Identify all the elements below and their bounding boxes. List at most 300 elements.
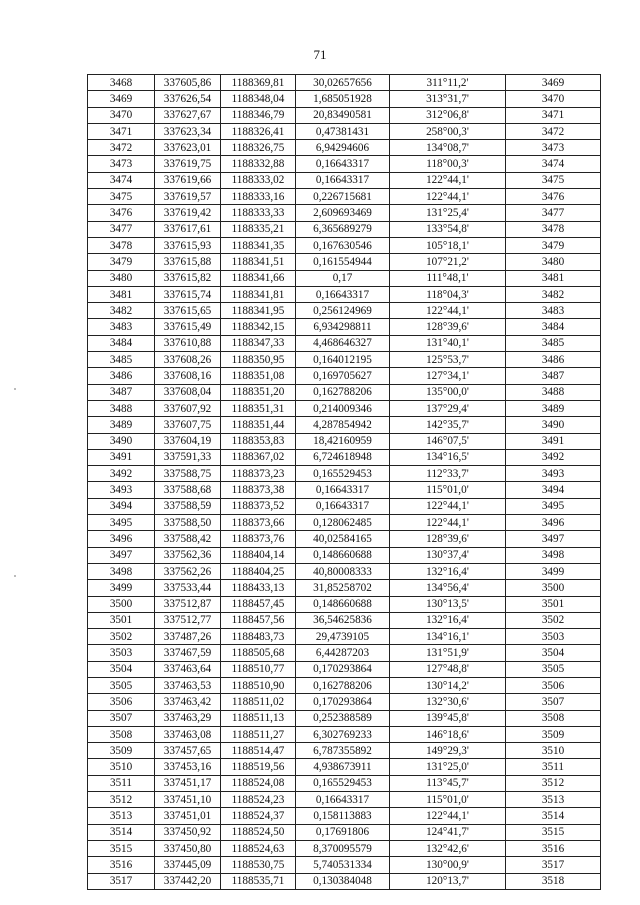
point-number-cell: 3505 xyxy=(88,677,155,693)
bearing-cell: 134°56,4' xyxy=(390,580,506,596)
x-coordinate-cell: 337533,44 xyxy=(155,580,221,596)
next-point-number-cell: 3484 xyxy=(506,319,601,335)
table-row xyxy=(88,352,601,368)
y-coordinate-cell: 1188326,41 xyxy=(221,123,296,139)
distance-cell: 0,17691806 xyxy=(296,824,390,840)
bearing-cell: 258°00,3' xyxy=(390,123,506,139)
point-number-cell: 3489 xyxy=(88,417,155,433)
next-point-number-cell: 3515 xyxy=(506,824,601,840)
distance-cell: 0,162788206 xyxy=(296,677,390,693)
table-row xyxy=(88,726,601,742)
next-point-number-cell: 3473 xyxy=(506,140,601,156)
x-coordinate-cell: 337604,19 xyxy=(155,433,221,449)
distance-cell: 30,02657656 xyxy=(296,75,390,91)
bearing-cell: 122°44,1' xyxy=(390,515,506,531)
x-coordinate-cell: 337562,36 xyxy=(155,547,221,563)
point-number-cell: 3487 xyxy=(88,384,155,400)
x-coordinate-cell: 337607,75 xyxy=(155,417,221,433)
distance-cell: 18,42160959 xyxy=(296,433,390,449)
next-point-number-cell: 3508 xyxy=(506,710,601,726)
table-row xyxy=(88,286,601,302)
table-row xyxy=(88,694,601,710)
next-point-number-cell: 3477 xyxy=(506,205,601,221)
y-coordinate-cell: 1188347,33 xyxy=(221,335,296,351)
bearing-cell: 130°37,4' xyxy=(390,547,506,563)
distance-cell: 0,226715681 xyxy=(296,189,390,205)
x-coordinate-cell: 337463,64 xyxy=(155,661,221,677)
table-row xyxy=(88,172,601,188)
point-number-cell: 3504 xyxy=(88,661,155,677)
distance-cell: 40,02584165 xyxy=(296,531,390,547)
table-row xyxy=(88,189,601,205)
distance-cell: 6,94294606 xyxy=(296,140,390,156)
x-coordinate-cell: 337619,75 xyxy=(155,156,221,172)
x-coordinate-cell: 337615,74 xyxy=(155,286,221,302)
point-number-cell: 3495 xyxy=(88,515,155,531)
y-coordinate-cell: 1188511,13 xyxy=(221,710,296,726)
distance-cell: 0,167630546 xyxy=(296,237,390,253)
bearing-cell: 118°00,3' xyxy=(390,156,506,172)
bearing-cell: 146°18,6' xyxy=(390,726,506,742)
x-coordinate-cell: 337487,26 xyxy=(155,629,221,645)
next-point-number-cell: 3480 xyxy=(506,254,601,270)
bearing-cell: 131°25,4' xyxy=(390,205,506,221)
point-number-cell: 3499 xyxy=(88,580,155,596)
next-point-number-cell: 3475 xyxy=(506,172,601,188)
page-number: 71 xyxy=(313,47,327,62)
bearing-cell: 118°04,3' xyxy=(390,286,506,302)
point-number-cell: 3485 xyxy=(88,352,155,368)
distance-cell: 0,16643317 xyxy=(296,156,390,172)
point-number-cell: 3469 xyxy=(88,91,155,107)
table-row xyxy=(88,547,601,563)
table-row xyxy=(88,580,601,596)
y-coordinate-cell: 1188351,44 xyxy=(221,417,296,433)
x-coordinate-cell: 337450,92 xyxy=(155,824,221,840)
bearing-cell: 134°08,7' xyxy=(390,140,506,156)
y-coordinate-cell: 1188404,14 xyxy=(221,547,296,563)
next-point-number-cell: 3470 xyxy=(506,91,601,107)
x-coordinate-cell: 337610,88 xyxy=(155,335,221,351)
bearing-cell: 130°13,5' xyxy=(390,596,506,612)
distance-cell: 0,170293864 xyxy=(296,694,390,710)
distance-cell: 0,47381431 xyxy=(296,123,390,139)
table-row xyxy=(88,645,601,661)
bearing-cell: 137°29,4' xyxy=(390,400,506,416)
y-coordinate-cell: 1188524,23 xyxy=(221,792,296,808)
y-coordinate-cell: 1188524,63 xyxy=(221,840,296,856)
distance-cell: 1,685051928 xyxy=(296,91,390,107)
distance-cell: 0,148660688 xyxy=(296,547,390,563)
point-number-cell: 3491 xyxy=(88,449,155,465)
distance-cell: 4,468646327 xyxy=(296,335,390,351)
table-row xyxy=(88,400,601,416)
distance-cell: 0,214009346 xyxy=(296,400,390,416)
table-row xyxy=(88,840,601,856)
point-number-cell: 3508 xyxy=(88,726,155,742)
point-number-cell: 3478 xyxy=(88,237,155,253)
table-row xyxy=(88,140,601,156)
distance-cell: 0,148660688 xyxy=(296,596,390,612)
distance-cell: 6,44287203 xyxy=(296,645,390,661)
y-coordinate-cell: 1188524,08 xyxy=(221,775,296,791)
next-point-number-cell: 3469 xyxy=(506,75,601,91)
point-number-cell: 3517 xyxy=(88,873,155,889)
table-row xyxy=(88,808,601,824)
y-coordinate-cell: 1188353,83 xyxy=(221,433,296,449)
y-coordinate-cell: 1188351,20 xyxy=(221,384,296,400)
point-number-cell: 3494 xyxy=(88,498,155,514)
bearing-cell: 131°40,1' xyxy=(390,335,506,351)
y-coordinate-cell: 1188341,66 xyxy=(221,270,296,286)
next-point-number-cell: 3501 xyxy=(506,596,601,612)
bearing-cell: 122°44,1' xyxy=(390,498,506,514)
next-point-number-cell: 3498 xyxy=(506,547,601,563)
distance-cell: 0,16643317 xyxy=(296,482,390,498)
y-coordinate-cell: 1188373,38 xyxy=(221,482,296,498)
next-point-number-cell: 3506 xyxy=(506,677,601,693)
next-point-number-cell: 3478 xyxy=(506,221,601,237)
x-coordinate-cell: 337512,87 xyxy=(155,596,221,612)
point-number-cell: 3498 xyxy=(88,563,155,579)
y-coordinate-cell: 1188514,47 xyxy=(221,743,296,759)
bearing-cell: 149°29,3' xyxy=(390,743,506,759)
bearing-cell: 131°25,0' xyxy=(390,759,506,775)
y-coordinate-cell: 1188519,56 xyxy=(221,759,296,775)
x-coordinate-cell: 337623,01 xyxy=(155,140,221,156)
table-row xyxy=(88,661,601,677)
distance-cell: 6,302769233 xyxy=(296,726,390,742)
table-row xyxy=(88,221,601,237)
bearing-cell: 115°01,0' xyxy=(390,792,506,808)
next-point-number-cell: 3474 xyxy=(506,156,601,172)
y-coordinate-cell: 1188433,13 xyxy=(221,580,296,596)
distance-cell: 0,16643317 xyxy=(296,792,390,808)
table-row xyxy=(88,466,601,482)
x-coordinate-cell: 337615,49 xyxy=(155,319,221,335)
distance-cell: 0,16643317 xyxy=(296,498,390,514)
distance-cell: 20,83490581 xyxy=(296,107,390,123)
next-point-number-cell: 3490 xyxy=(506,417,601,433)
table-row xyxy=(88,515,601,531)
y-coordinate-cell: 1188333,02 xyxy=(221,172,296,188)
table-row xyxy=(88,677,601,693)
distance-cell: 4,287854942 xyxy=(296,417,390,433)
x-coordinate-cell: 337626,54 xyxy=(155,91,221,107)
y-coordinate-cell: 1188530,75 xyxy=(221,857,296,873)
bearing-cell: 120°13,7' xyxy=(390,873,506,889)
bearing-cell: 130°00,9' xyxy=(390,857,506,873)
point-number-cell: 3476 xyxy=(88,205,155,221)
point-number-cell: 3506 xyxy=(88,694,155,710)
distance-cell: 0,161554944 xyxy=(296,254,390,270)
y-coordinate-cell: 1188457,45 xyxy=(221,596,296,612)
bearing-cell: 122°44,1' xyxy=(390,189,506,205)
next-point-number-cell: 3493 xyxy=(506,466,601,482)
point-number-cell: 3516 xyxy=(88,857,155,873)
y-coordinate-cell: 1188346,79 xyxy=(221,107,296,123)
table-row xyxy=(88,743,601,759)
y-coordinate-cell: 1188350,95 xyxy=(221,352,296,368)
x-coordinate-cell: 337463,29 xyxy=(155,710,221,726)
next-point-number-cell: 3476 xyxy=(506,189,601,205)
x-coordinate-cell: 337619,66 xyxy=(155,172,221,188)
bearing-cell: 134°16,1' xyxy=(390,629,506,645)
x-coordinate-cell: 337627,67 xyxy=(155,107,221,123)
table-row xyxy=(88,873,601,889)
table-row xyxy=(88,775,601,791)
next-point-number-cell: 3500 xyxy=(506,580,601,596)
point-number-cell: 3479 xyxy=(88,254,155,270)
next-point-number-cell: 3509 xyxy=(506,726,601,742)
bearing-cell: 132°42,6' xyxy=(390,840,506,856)
next-point-number-cell: 3517 xyxy=(506,857,601,873)
bearing-cell: 146°07,5' xyxy=(390,433,506,449)
next-point-number-cell: 3510 xyxy=(506,743,601,759)
point-number-cell: 3484 xyxy=(88,335,155,351)
next-point-number-cell: 3511 xyxy=(506,759,601,775)
bearing-cell: 130°14,2' xyxy=(390,677,506,693)
point-number-cell: 3472 xyxy=(88,140,155,156)
point-number-cell: 3492 xyxy=(88,466,155,482)
distance-cell: 6,787355892 xyxy=(296,743,390,759)
coordinates-table-body xyxy=(88,75,601,890)
x-coordinate-cell: 337615,88 xyxy=(155,254,221,270)
table-row xyxy=(88,417,601,433)
y-coordinate-cell: 1188505,68 xyxy=(221,645,296,661)
point-number-cell: 3480 xyxy=(88,270,155,286)
x-coordinate-cell: 337619,42 xyxy=(155,205,221,221)
table-row xyxy=(88,205,601,221)
y-coordinate-cell: 1188373,76 xyxy=(221,531,296,547)
next-point-number-cell: 3481 xyxy=(506,270,601,286)
bearing-cell: 122°44,1' xyxy=(390,808,506,824)
bearing-cell: 134°16,5' xyxy=(390,449,506,465)
y-coordinate-cell: 1188511,02 xyxy=(221,694,296,710)
next-point-number-cell: 3499 xyxy=(506,563,601,579)
bearing-cell: 311°11,2' xyxy=(390,75,506,91)
y-coordinate-cell: 1188348,04 xyxy=(221,91,296,107)
next-point-number-cell: 3489 xyxy=(506,400,601,416)
bearing-cell: 132°16,4' xyxy=(390,612,506,628)
point-number-cell: 3468 xyxy=(88,75,155,91)
table-row xyxy=(88,759,601,775)
x-coordinate-cell: 337608,04 xyxy=(155,384,221,400)
x-coordinate-cell: 337451,17 xyxy=(155,775,221,791)
distance-cell: 4,938673911 xyxy=(296,759,390,775)
point-number-cell: 3488 xyxy=(88,400,155,416)
point-number-cell: 3473 xyxy=(88,156,155,172)
bearing-cell: 113°45,7' xyxy=(390,775,506,791)
x-coordinate-cell: 337588,42 xyxy=(155,531,221,547)
bearing-cell: 135°00,0' xyxy=(390,384,506,400)
table-row xyxy=(88,498,601,514)
y-coordinate-cell: 1188524,50 xyxy=(221,824,296,840)
table-row xyxy=(88,123,601,139)
bearing-cell: 128°39,6' xyxy=(390,531,506,547)
y-coordinate-cell: 1188351,31 xyxy=(221,400,296,416)
x-coordinate-cell: 337450,80 xyxy=(155,840,221,856)
next-point-number-cell: 3518 xyxy=(506,873,601,889)
point-number-cell: 3475 xyxy=(88,189,155,205)
next-point-number-cell: 3505 xyxy=(506,661,601,677)
distance-cell: 5,740531334 xyxy=(296,857,390,873)
table-row xyxy=(88,433,601,449)
point-number-cell: 3502 xyxy=(88,629,155,645)
y-coordinate-cell: 1188457,56 xyxy=(221,612,296,628)
next-point-number-cell: 3471 xyxy=(506,107,601,123)
next-point-number-cell: 3497 xyxy=(506,531,601,547)
table-row xyxy=(88,91,601,107)
distance-cell: 0,128062485 xyxy=(296,515,390,531)
point-number-cell: 3496 xyxy=(88,531,155,547)
next-point-number-cell: 3504 xyxy=(506,645,601,661)
bearing-cell: 127°34,1' xyxy=(390,368,506,384)
distance-cell: 0,16643317 xyxy=(296,286,390,302)
point-number-cell: 3501 xyxy=(88,612,155,628)
x-coordinate-cell: 337512,77 xyxy=(155,612,221,628)
point-number-cell: 3490 xyxy=(88,433,155,449)
table-row xyxy=(88,368,601,384)
x-coordinate-cell: 337619,57 xyxy=(155,189,221,205)
bearing-cell: 122°44,1' xyxy=(390,172,506,188)
next-point-number-cell: 3507 xyxy=(506,694,601,710)
y-coordinate-cell: 1188333,33 xyxy=(221,205,296,221)
x-coordinate-cell: 337591,33 xyxy=(155,449,221,465)
point-number-cell: 3482 xyxy=(88,303,155,319)
y-coordinate-cell: 1188341,81 xyxy=(221,286,296,302)
y-coordinate-cell: 1188510,77 xyxy=(221,661,296,677)
point-number-cell: 3515 xyxy=(88,840,155,856)
x-coordinate-cell: 337607,92 xyxy=(155,400,221,416)
x-coordinate-cell: 337588,59 xyxy=(155,498,221,514)
point-number-cell: 3481 xyxy=(88,286,155,302)
bearing-cell: 111°48,1' xyxy=(390,270,506,286)
point-number-cell: 3510 xyxy=(88,759,155,775)
y-coordinate-cell: 1188332,88 xyxy=(221,156,296,172)
table-row xyxy=(88,531,601,547)
x-coordinate-cell: 337463,08 xyxy=(155,726,221,742)
distance-cell: 0,17 xyxy=(296,270,390,286)
distance-cell: 6,724618948 xyxy=(296,449,390,465)
next-point-number-cell: 3513 xyxy=(506,792,601,808)
table-row xyxy=(88,563,601,579)
point-number-cell: 3483 xyxy=(88,319,155,335)
table-row xyxy=(88,857,601,873)
x-coordinate-cell: 337608,26 xyxy=(155,352,221,368)
x-coordinate-cell: 337467,59 xyxy=(155,645,221,661)
distance-cell: 6,934298811 xyxy=(296,319,390,335)
x-coordinate-cell: 337442,20 xyxy=(155,873,221,889)
x-coordinate-cell: 337562,26 xyxy=(155,563,221,579)
x-coordinate-cell: 337615,65 xyxy=(155,303,221,319)
distance-cell: 0,130384048 xyxy=(296,873,390,889)
bearing-cell: 312°06,8' xyxy=(390,107,506,123)
point-number-cell: 3503 xyxy=(88,645,155,661)
next-point-number-cell: 3491 xyxy=(506,433,601,449)
table-row xyxy=(88,824,601,840)
table-row xyxy=(88,710,601,726)
table-row xyxy=(88,270,601,286)
x-coordinate-cell: 337451,10 xyxy=(155,792,221,808)
bearing-cell: 127°48,8' xyxy=(390,661,506,677)
distance-cell: 0,256124969 xyxy=(296,303,390,319)
x-coordinate-cell: 337615,82 xyxy=(155,270,221,286)
next-point-number-cell: 3486 xyxy=(506,352,601,368)
table-row xyxy=(88,629,601,645)
x-coordinate-cell: 337463,42 xyxy=(155,694,221,710)
next-point-number-cell: 3512 xyxy=(506,775,601,791)
point-number-cell: 3474 xyxy=(88,172,155,188)
table-row xyxy=(88,482,601,498)
bearing-cell: 132°16,4' xyxy=(390,563,506,579)
point-number-cell: 3511 xyxy=(88,775,155,791)
bearing-cell: 139°45,8' xyxy=(390,710,506,726)
bearing-cell: 128°39,6' xyxy=(390,319,506,335)
y-coordinate-cell: 1188510,90 xyxy=(221,677,296,693)
y-coordinate-cell: 1188535,71 xyxy=(221,873,296,889)
table-row xyxy=(88,335,601,351)
next-point-number-cell: 3502 xyxy=(506,612,601,628)
distance-cell: 0,170293864 xyxy=(296,661,390,677)
point-number-cell: 3509 xyxy=(88,743,155,759)
table-row xyxy=(88,156,601,172)
next-point-number-cell: 3496 xyxy=(506,515,601,531)
y-coordinate-cell: 1188341,95 xyxy=(221,303,296,319)
x-coordinate-cell: 337623,34 xyxy=(155,123,221,139)
distance-cell: 29,4739105 xyxy=(296,629,390,645)
table-row xyxy=(88,612,601,628)
next-point-number-cell: 3488 xyxy=(506,384,601,400)
bearing-cell: 122°44,1' xyxy=(390,303,506,319)
coordinates-table xyxy=(87,74,601,890)
point-number-cell: 3470 xyxy=(88,107,155,123)
y-coordinate-cell: 1188373,52 xyxy=(221,498,296,514)
y-coordinate-cell: 1188373,66 xyxy=(221,515,296,531)
x-coordinate-cell: 337453,16 xyxy=(155,759,221,775)
distance-cell: 6,365689279 xyxy=(296,221,390,237)
point-number-cell: 3512 xyxy=(88,792,155,808)
table-row xyxy=(88,237,601,253)
distance-cell: 31,85258702 xyxy=(296,580,390,596)
distance-cell: 8,370095579 xyxy=(296,840,390,856)
distance-cell: 40,80008333 xyxy=(296,563,390,579)
next-point-number-cell: 3503 xyxy=(506,629,601,645)
point-number-cell: 3514 xyxy=(88,824,155,840)
point-number-cell: 3497 xyxy=(88,547,155,563)
next-point-number-cell: 3495 xyxy=(506,498,601,514)
x-coordinate-cell: 337588,50 xyxy=(155,515,221,531)
y-coordinate-cell: 1188351,08 xyxy=(221,368,296,384)
bearing-cell: 115°01,0' xyxy=(390,482,506,498)
next-point-number-cell: 3483 xyxy=(506,303,601,319)
y-coordinate-cell: 1188524,37 xyxy=(221,808,296,824)
next-point-number-cell: 3516 xyxy=(506,840,601,856)
point-number-cell: 3493 xyxy=(88,482,155,498)
y-coordinate-cell: 1188404,25 xyxy=(221,563,296,579)
y-coordinate-cell: 1188483,73 xyxy=(221,629,296,645)
bearing-cell: 125°53,7' xyxy=(390,352,506,368)
next-point-number-cell: 3472 xyxy=(506,123,601,139)
y-coordinate-cell: 1188511,27 xyxy=(221,726,296,742)
distance-cell: 0,165529453 xyxy=(296,775,390,791)
y-coordinate-cell: 1188367,02 xyxy=(221,449,296,465)
y-coordinate-cell: 1188326,75 xyxy=(221,140,296,156)
table-row xyxy=(88,449,601,465)
distance-cell: 0,169705627 xyxy=(296,368,390,384)
next-point-number-cell: 3492 xyxy=(506,449,601,465)
x-coordinate-cell: 337615,93 xyxy=(155,237,221,253)
